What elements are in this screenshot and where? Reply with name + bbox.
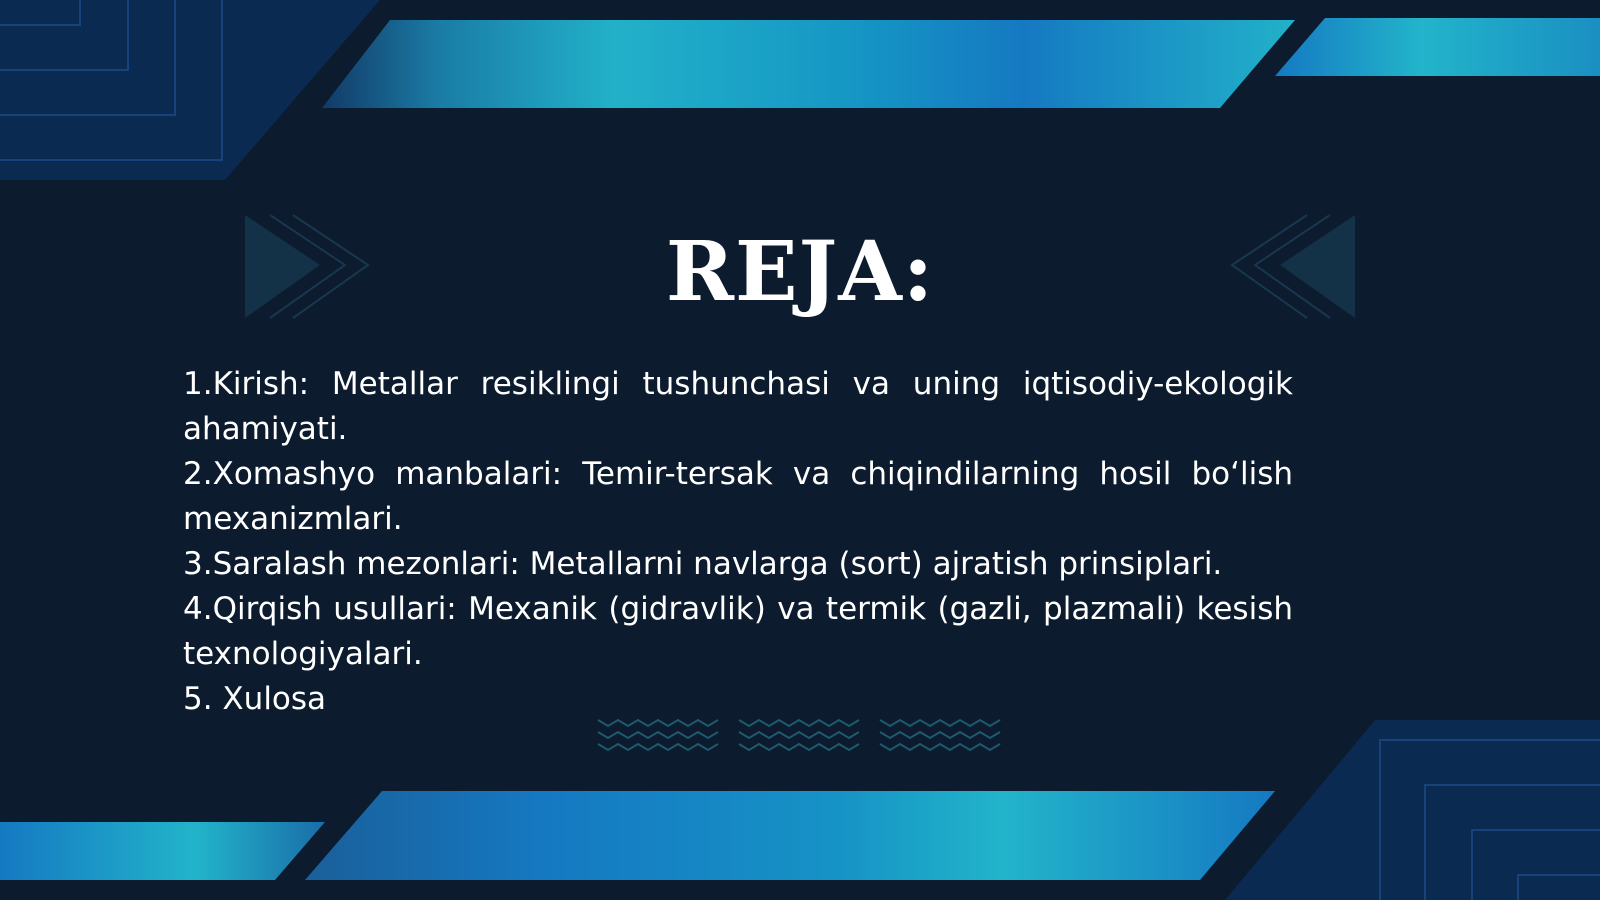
bottom-accent-bar: [305, 791, 1275, 880]
plan-item: 1.Kirish: Metallar resiklingi tushunchasi va uning iqtisodiy-ekologik ahamiyati.: [183, 366, 1293, 447]
plan-item: 2.Xomashyo manbalari: Temir-tersak va chiqindilarning hosil bo‘lish mexanizmlari.: [183, 456, 1293, 537]
plan-item: 5. Xulosa: [183, 681, 327, 717]
plan-item: 3.Saralash mezonlari: Metallarni navlarga (sort) ajratish prinsiplari.: [183, 546, 1223, 582]
plan-list: [183, 362, 1293, 722]
top-left-corner-panel: [0, 0, 380, 180]
top-right-accent-bar: [1275, 18, 1600, 76]
zigzag-wave-icon: [598, 720, 1000, 750]
bottom-right-corner-panel: [1225, 720, 1600, 900]
top-accent-bar: [322, 20, 1295, 108]
bottom-left-accent-bar: [0, 822, 325, 880]
slide-title: REJA:: [665, 224, 935, 320]
plan-item: 4.Qirqish usullari: Mexanik (gidravlik) va termik (gazli, plazmali) kesish texnologiyalari.: [183, 591, 1293, 672]
